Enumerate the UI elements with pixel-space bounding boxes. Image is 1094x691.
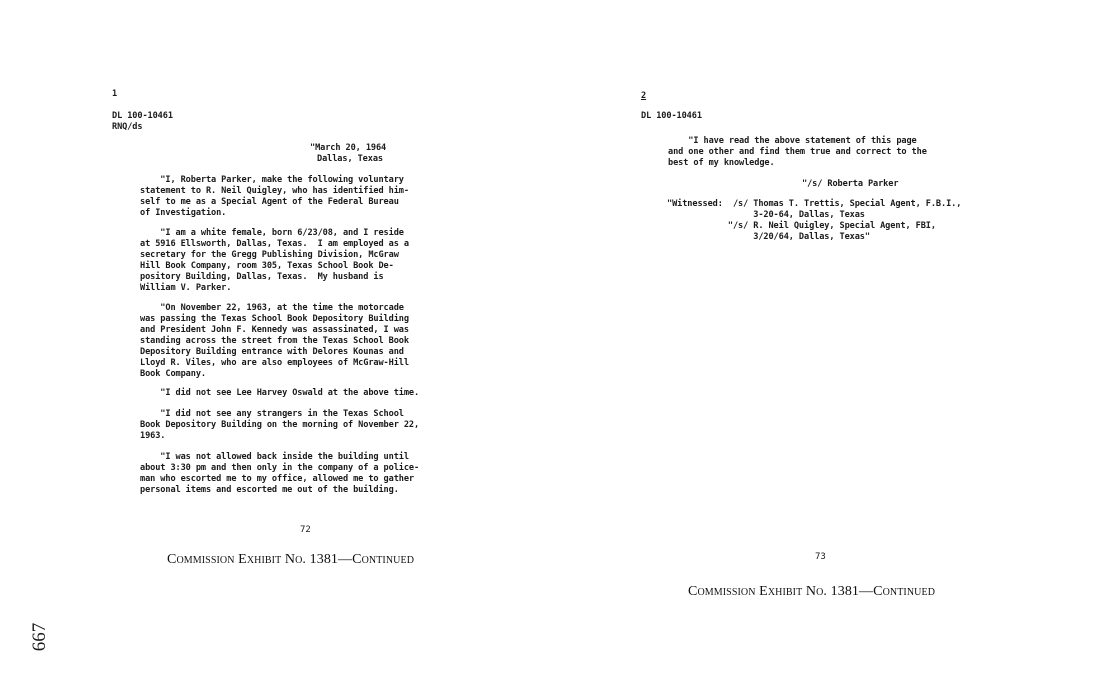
- page-number: 72: [300, 525, 311, 535]
- exhibit-caption: Commission Exhibit No. 1381—Continued: [167, 552, 415, 567]
- page-marker: 2: [641, 91, 647, 101]
- place-line: Dallas, Texas: [317, 154, 383, 164]
- file-number: DL 100-10461: [641, 111, 702, 121]
- statement-paragraph: "I did not see Lee Harvey Oswald at the above time.: [140, 388, 420, 398]
- file-number: DL 100-10461: [112, 111, 173, 121]
- statement-paragraph: "I was not allowed back inside the building until about 3:30 pm and then only in the company of a police- man who escorted me to my office, allowed me to gather personal items and escorted me out of the building.: [140, 452, 420, 495]
- exhibit-caption: Commission Exhibit No. 1381—Continued: [688, 584, 936, 599]
- statement-paragraph: "On November 22, 1963, at the time the motorcade was passing the Texas School Book Depository Building and President John F. Kennedy was assassinated, I was standing across the street from the Texas School Book Depository Building entrance with Delores Kounas and Lloyd R. Viles, who are also employees of McGraw-Hill Book Company.: [140, 303, 409, 379]
- signature-line: "/s/ Roberta Parker: [802, 179, 899, 189]
- statement-paragraph: "I am a white female, born 6/23/08, and I reside at 5916 Ellsworth, Dallas, Texas. I am employed as a secretary for the Gregg Publishing Division, McGraw Hill Book Company, room 305, Texas School Book De- pository Building, Dallas, Texas. My husband is William V. Parker.: [140, 228, 409, 293]
- statement-paragraph: "I, Roberta Parker, make the following voluntary statement to R. Neil Quigley, who has identified him- self to me as a Special Agent of the Federal Bureau of Investigation.: [140, 175, 409, 218]
- date-line: "March 20, 1964: [310, 143, 387, 153]
- statement-paragraph: "I did not see any strangers in the Texas School Book Depository Building on the morning of November 22, 1963.: [140, 409, 420, 441]
- volume-page-number: 667: [29, 622, 50, 652]
- witness-block: "Witnessed: /s/ Thomas T. Trettis, Special Agent, F.B.I., 3-20-64, Dallas, Texas "/s/ R. Neil Quigley, Special Agent, FBI, 3/20/64, Dallas, Texas": [667, 199, 962, 242]
- initials: RNQ/ds: [112, 122, 143, 132]
- page-marker: 1: [112, 89, 118, 99]
- page-number: 73: [815, 552, 826, 562]
- acknowledgement-statement: "I have read the above statement of this page and one other and find them true and correct to the best of my knowledge.: [668, 136, 927, 168]
- right-document-page: [547, 0, 1094, 691]
